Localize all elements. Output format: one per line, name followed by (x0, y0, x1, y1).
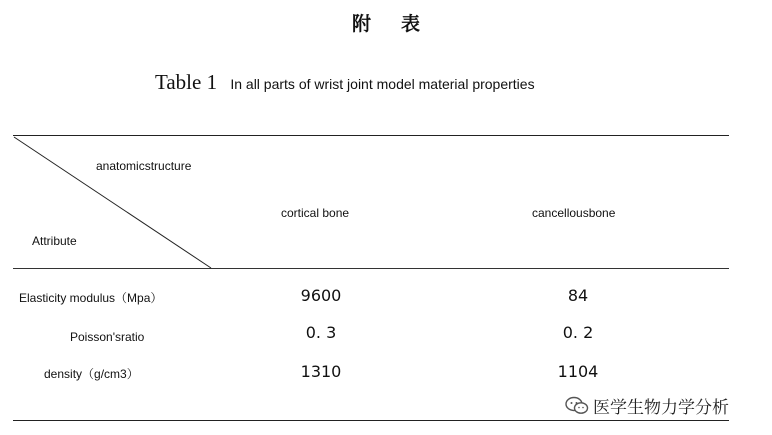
table-number: Table 1 (155, 70, 218, 94)
row-label-elasticity: Elasticity modulus（Mpa） (19, 291, 163, 305)
cell-poisson-cortical: 0. 3 (305, 323, 337, 342)
wechat-icon (565, 396, 589, 421)
table-description: In all parts of wrist joint model material properties (230, 76, 535, 92)
row-label-poisson: Poisson'sratio (70, 330, 145, 344)
header-attribute: Attribute (32, 234, 77, 248)
cell-density-cortical: 1310 (300, 362, 342, 381)
column-header-cancellous-bone: cancellousbone (532, 206, 616, 220)
watermark-text: 医学生物力学分析 (593, 398, 729, 418)
cell-elasticity-cortical: 9600 (300, 286, 342, 305)
row-label-density: density（g/cm3） (44, 367, 139, 381)
cell-elasticity-cancellous: 84 (567, 286, 589, 305)
header-anatomic-structure: anatomicstructure (96, 159, 192, 173)
column-header-cortical-bone: cortical bone (281, 206, 350, 220)
table-header-rule (13, 268, 729, 269)
page-heading: 附表 (351, 13, 450, 35)
cell-poisson-cancellous: 0. 2 (562, 323, 594, 342)
watermark (565, 393, 729, 421)
cell-density-cancellous: 1104 (557, 362, 599, 381)
